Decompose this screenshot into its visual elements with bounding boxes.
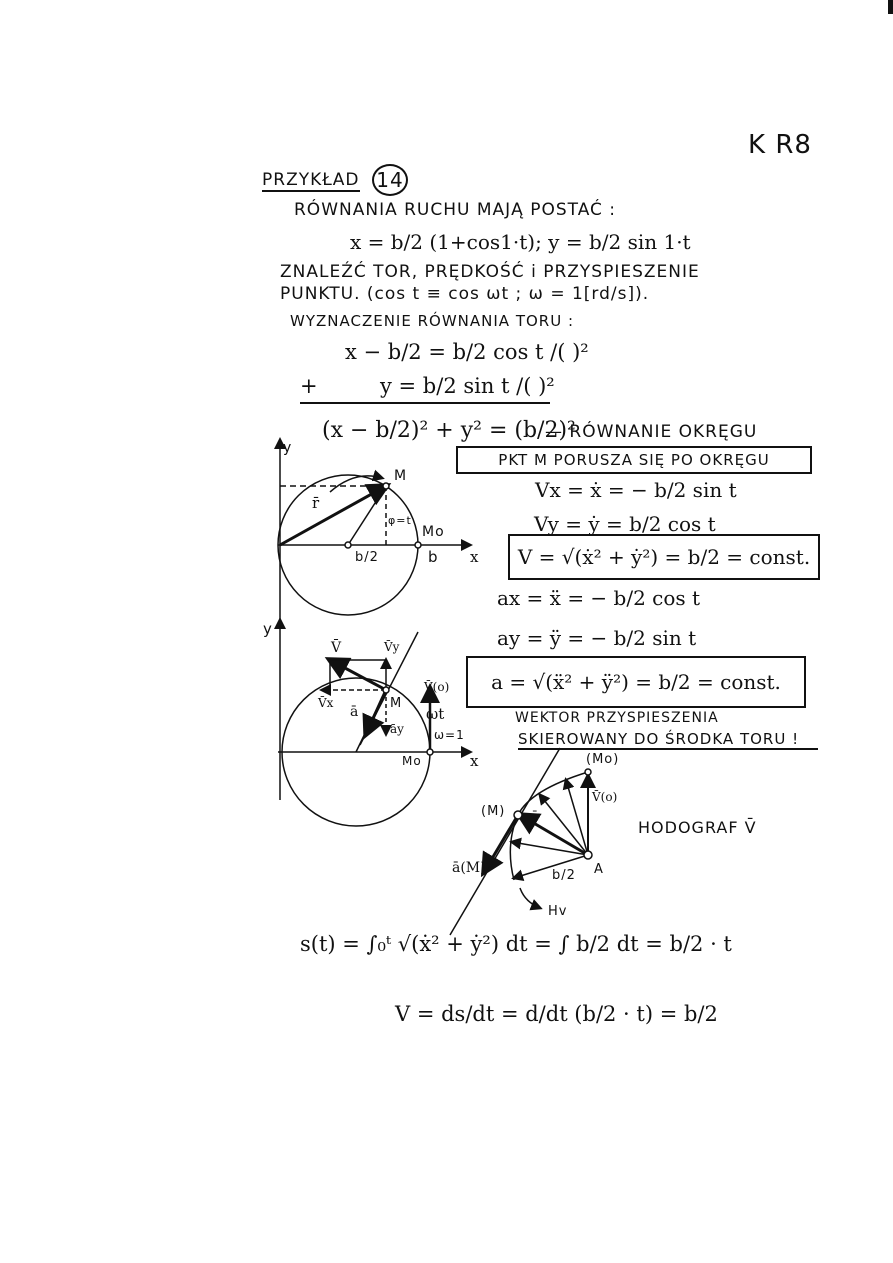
point-M0-hodo-marker [585,769,591,775]
d1-M0-label: Mo [422,524,445,540]
path-eq-1: x − b/2 = b/2 cos t /( )² [345,340,589,364]
d1-y-label: y [283,440,293,456]
point-M-marker [383,483,389,489]
page-code: K R8 [748,130,812,160]
hodo-A-label: A [594,862,604,877]
example-number: 14 [372,164,408,196]
d2-x-label: x [470,752,479,770]
path-eq-2: y = b/2 sin t /( )² [380,374,555,398]
d1-x-label: x [470,548,479,566]
hodograph-title: HODOGRAF V̄ [638,818,757,837]
hodo-Hv-label: Hv [548,904,568,919]
acceleration-note-1: WEKTOR PRZYSPIESZENIA [515,710,719,726]
d2-V-label: V̄ [331,640,342,656]
hodo-acceleration [484,815,518,872]
d2-omega-t-label: ωt [426,705,445,723]
d1-b-label: b [428,548,439,566]
d2-Vx-label: V̄x [318,696,334,710]
d1-M-label: M [394,468,408,484]
acceleration-magnitude: a = √(ẍ² + ÿ²) = b/2 = const. [466,656,806,708]
d1-b-half-label: b/2 [355,550,379,565]
hodo-tangent [450,748,560,935]
motion-arrow [330,476,382,492]
path-heading: WYZNACZENIE RÓWNANIA TORU : [290,312,575,330]
velocity-magnitude: V = √(ẋ² + ẏ²) = b/2 = const. [508,534,820,580]
hodo-arrow [520,888,540,908]
arc-length-integral: s(t) = ∫₀ᵗ √(ẋ² + ẏ²) dt = ∫ b/2 dt = b/2 · t [300,932,732,956]
circle-equation: (x − b/2)² + y² = (b/2)² [322,418,576,443]
plus-sign: + [300,374,318,398]
d2-a-label: ā [350,704,359,720]
d2-ay-label: āy [390,722,404,736]
point-M0-marker [415,542,421,548]
d2-Vy-label: V̄y [384,640,400,654]
boxed-statement: PKT M PORUSZA SIĘ PO OKRĘGU [456,446,812,474]
position-vector-r [280,486,386,545]
point-A-marker [584,851,592,859]
problem-line-3: ZNALEŹĆ TOR, PRĘDKOŚĆ i PRZYSPIESZENIE [280,262,700,282]
velocity-y: Vy = ẏ = b/2 cos t [534,512,716,536]
d2-y-label: y [263,620,273,638]
acceleration-y: ay = ÿ = − b/2 sin t [497,626,697,650]
hodo-M0-label: (Mo) [586,752,620,767]
equations-of-motion: x = b/2 (1+cos1·t); y = b/2 sin 1·t [350,230,691,254]
acceleration-note-2: SKIEROWANY DO ŚRODKA TORU ! [518,730,818,750]
hodo-V0-label: V̄(o) [592,790,618,804]
hodo-b-half-label: b/2 [552,868,576,883]
example-label: PRZYKŁAD [262,170,360,190]
d1-phi-label: φ=t [388,514,412,527]
d2-omega-label: ω=1 [434,728,465,742]
hodo-a-label: ā(M) [452,860,486,876]
d2-M0-label: Mo [402,754,422,768]
d2-M-label: M [390,696,403,711]
velocity-x: Vx = ẋ = − b/2 sin t [535,478,737,502]
radius-line [348,486,386,545]
hodo-vector-4 [514,855,588,878]
velocity-vector [330,660,386,690]
center-marker [345,542,351,548]
d1-r-label: r̄ [312,494,320,512]
acceleration-x: ax = ẍ = − b/2 cos t [497,586,701,610]
problem-line-1: RÓWNANIA RUCHU MAJĄ POSTAĆ : [294,200,617,220]
point-M02-marker [427,749,433,755]
hodo-M-label: (M) [481,804,506,819]
circle-label: — RÓWNANIE OKRĘGU [545,422,758,442]
d2-V0-label: V̄(o) [424,680,450,694]
hodo-vector-2 [540,795,588,855]
trajectory-diagram-2 [278,620,470,826]
problem-line-4: PUNKTU. (cos t ≡ cos ωt ; ω = 1[rd/s]). [280,284,650,304]
hodo-V-label: V̄ [530,812,540,827]
point-M-hodo-marker [514,811,522,819]
hodograph-diagram [450,748,592,935]
point-M2-marker [383,687,389,693]
speed-derivative: V = ds/dt = d/dt (b/2 · t) = b/2 [395,1002,718,1026]
hodograph-curve [510,772,588,880]
